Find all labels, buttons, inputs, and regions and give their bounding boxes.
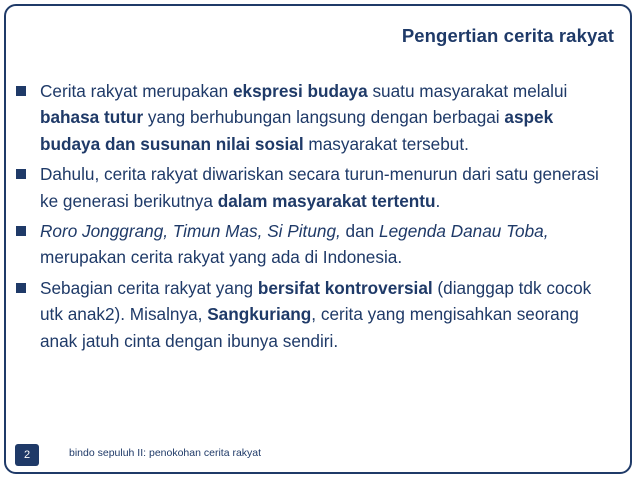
bullet-text-segment: dan [340,221,380,242]
bullet-text-segment: bahasa tutur [40,107,144,128]
bullet-text-segment: , cerita yang mengisahkan seorang anak jatuh cinta dengan ibunya sendiri. [40,304,579,351]
bullet-item [10,275,605,354]
bullet-list [10,78,605,358]
bullet-text-segment: masyarakat tersebut. [303,133,469,154]
bullet-text-segment: . [435,190,441,211]
bullet-text-segment: bersifat kontroversial [257,277,433,298]
bullet-marker-icon [16,86,26,96]
slide-title: Pengertian cerita rakyat [401,25,614,46]
bullet-text-segment: (dianggap tdk cocok utk anak2). Misalnya, [40,277,592,325]
bullet-text-segment: Cerita rakyat merupakan [40,81,233,101]
bullet-marker-icon [16,169,26,179]
bullet-marker-icon [16,226,26,236]
bullet-text-segment: suatu masyarakat melalui [367,81,568,101]
bullet-text-segment: Roro Jonggrang, Timun Mas, Si Pitung, [40,221,341,242]
bullet-text-segment: Legenda Danau Toba, [379,221,549,242]
bullet-text-segment: Dahulu, cerita rakyat diwariskan secara turun-menurun dari satu generasi ke generasi berikutnya [40,164,599,211]
bullet-text-segment: merupakan cerita rakyat yang ada di Indonesia. [40,247,403,268]
bullet-text-segment: dalam masyarakat tertentu [217,190,436,211]
bullet-item [10,78,605,157]
footer-text: bindo sepuluh II: penokohan cerita rakyat [69,447,262,459]
bullet-text-segment: aspek budaya dan susunan nilai sosial [40,107,554,154]
bullet-text-segment: ekspresi budaya [232,81,368,101]
bullet-text-segment: Sangkuriang [207,304,312,325]
bullet-item [10,218,605,271]
bullet-item [10,161,605,214]
page-number: 2 [15,444,39,466]
bullet-marker-icon [16,283,26,293]
bullet-text-segment: yang berhubungan langsung dengan berbagai [143,107,505,128]
bullet-text-segment: Sebagian cerita rakyat yang [40,277,258,298]
